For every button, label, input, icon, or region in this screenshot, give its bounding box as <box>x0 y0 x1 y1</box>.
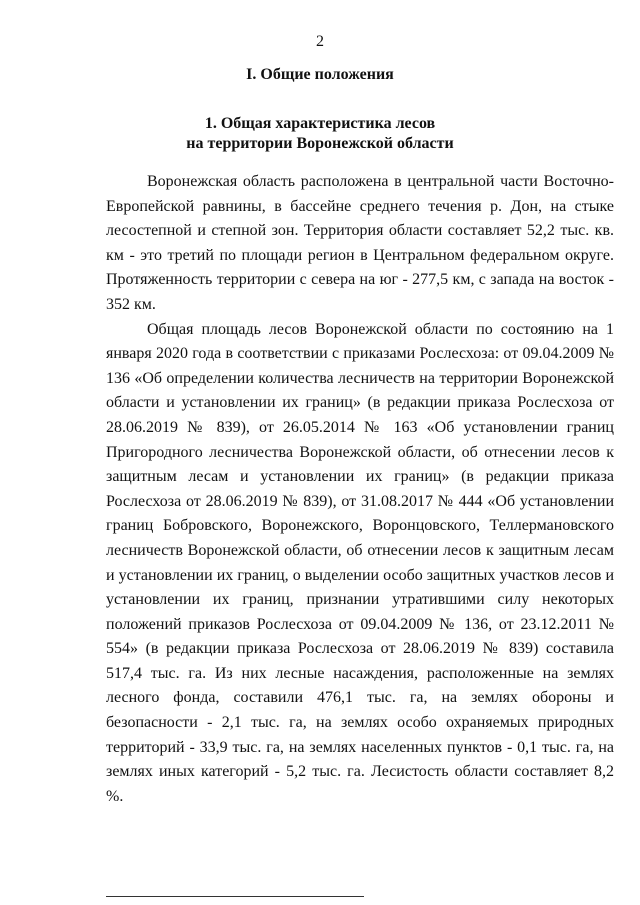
subsection-title-line-2: на территории Воронежской области <box>186 135 454 152</box>
document-body <box>106 170 614 809</box>
section-title: I. Общие положения <box>246 66 394 83</box>
subsection-title <box>0 114 640 154</box>
subsection-title-line-1: 1. Общая характеристика лесов <box>204 115 436 132</box>
footnote-divider <box>106 896 364 897</box>
page-number: 2 <box>316 33 324 50</box>
paragraph-forest-area: Общая площадь лесов Воронежской области по состоянию на 1 января 2020 года в соответствии с приказами Рослесхоза: от 09.04.2009 № 136 «Об определении количества лесничеств на территории Воронежской области и установлении их границ» (в редакции приказа Рослесхоза от 28.06.2019 № 839), от 26.05.2014 № 163 «Об установлении границ Пригородного лесничества Воронежской области, об отнесении лесов к защитным лесам и установлении их границ» (в редакции приказа Рослесхоза от 28.06.2019 № 839), от 31.08.2017 № 444 «Об установлении границ Бобровского, Воронежского, Воронцовского, Теллермановского лесничеств Воронежской области, об отнесении лесов к защитным лесам и установлении их границ, о выделении особо защитных участков лесов и установлении их границ, признании утратившими силу некоторых положений приказов Рослесхоза от 09.04.2009 № 136, от 23.12.2011 № 554» (в редакции приказа Рослесхоза от 28.06.2019 № 839) составила 517,4 тыс. га. Из них лесные насаждения, расположенные на землях лесного фонда, составили 476,1 тыс. га, на землях обороны и безопасности - 2,1 тыс. га, на землях особо охраняемых природных территорий - 33,9 тыс. га, на землях населенных пунктов - 0,1 тыс. га, на землях иных категорий - 5,2 тыс. га. Лесистость области составляет 8,2 %. <box>106 320 614 805</box>
paragraph-geography: Воронежская область расположена в центральной части Восточно-Европейской равнины, в бассейне среднего течения р. Дон, на стыке лесостепной и степной зон. Территория области составляет 52,2 тыс. кв. км - это третий по площади регион в Центральном федеральном округе. Протяженность территории с севера на юг - 277,5 км, с запада на восток - 352 км. <box>106 173 614 313</box>
